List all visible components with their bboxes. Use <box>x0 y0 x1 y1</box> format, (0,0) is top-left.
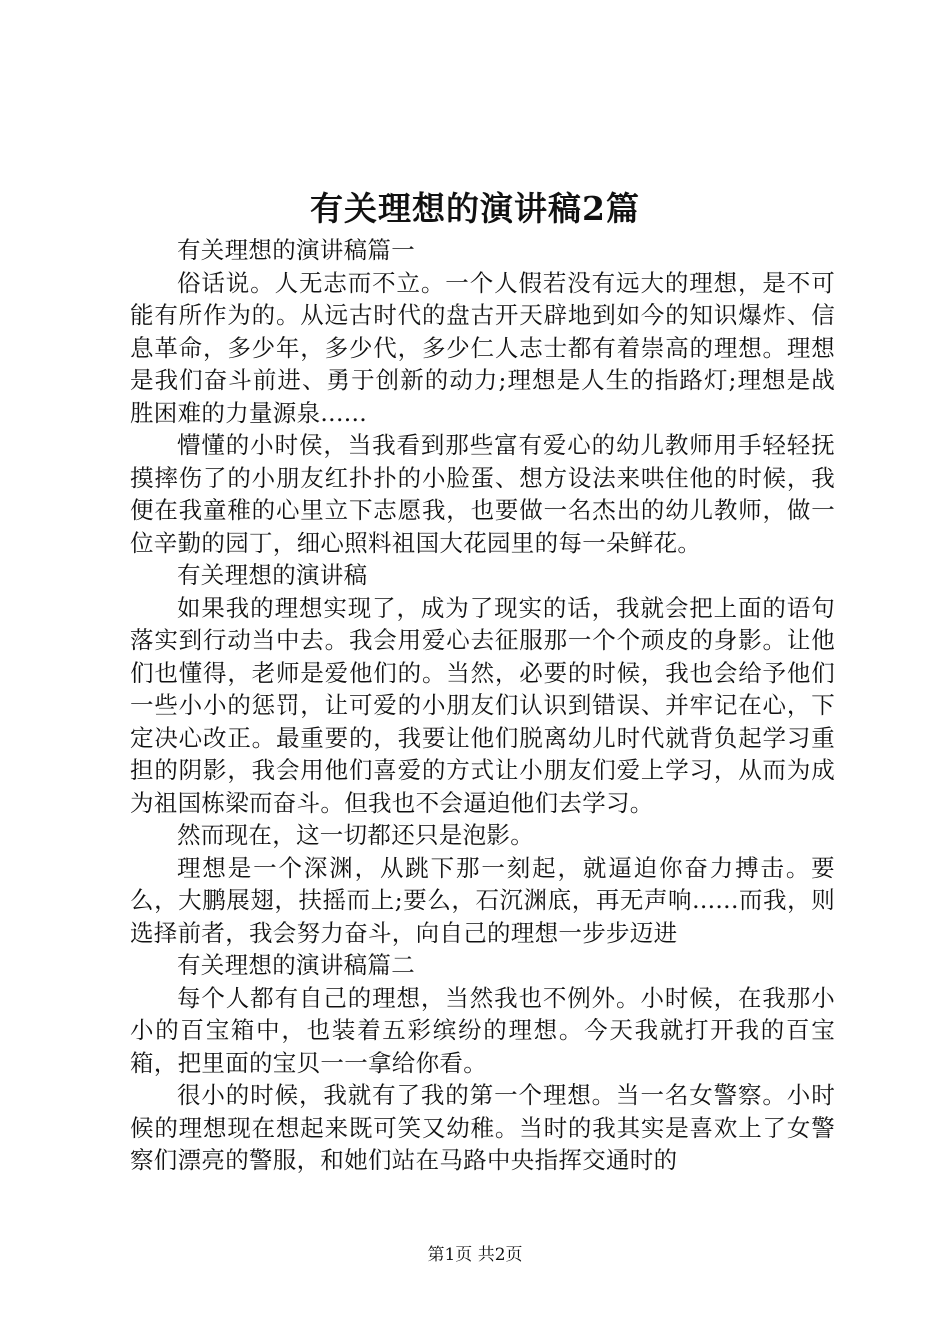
paragraph: 理想是一个深渊，从跳下那一刻起，就逼迫你奋力搏击。要么，大鹏展翅，扶摇而上;要么，石沉渊底，再无声响......而我，则选择前者，我会努力奋斗，向自己的理想一步步迈进 <box>130 853 835 947</box>
paragraph: 很小的时候，我就有了我的第一个理想。当一名女警察。小时候的理想现在想起来既可笑又幼稚。当时的我其实是喜欢上了女警察们漂亮的警服，和她们站在马路中央指挥交通时的 <box>130 1081 835 1174</box>
document-body <box>130 234 835 1177</box>
paragraph: 懵懂的小时侯，当我看到那些富有爱心的幼儿教师用手轻轻抚摸摔伤了的小朋友红扑扑的小脸蛋、想方设法来哄住他的时候，我便在我童稚的心里立下志愿我，也要做一名杰出的幼儿教师，做一位辛勤的园丁，细心照料祖国大花园里的每一朵鲜花。 <box>130 431 835 557</box>
document-title: 有关理想的演讲稿2篇 <box>310 189 640 228</box>
paragraph: 如果我的理想实现了，成为了现实的话，我就会把上面的语句落实到行动当中去。我会用爱心去征服那一个个顽皮的身影。让他们也懂得，老师是爱他们的。当然，必要的时候，我也会给予他们一些小小的惩罚，让可爱的小朋友们认识到错误、并牢记在心，下定决心改正。最重要的，我要让他们脱离幼儿时代就背负起学习重担的阴影，我会用他们喜爱的方式让小朋友们爱上学习，从而为成为祖国栋梁而奋斗。但我也不会逼迫他们去学习。 <box>130 593 835 817</box>
section-heading: 有关理想的演讲稿篇一 <box>177 236 415 264</box>
paragraph: 然而现在，这一切都还只是泡影。 <box>177 821 534 849</box>
section-heading: 有关理想的演讲稿 <box>177 561 368 589</box>
paragraph: 每个人都有自己的理想，当然我也不例外。小时候，在我那小小的百宝箱中，也装着五彩缤纷的理想。今天我就打开我的百宝箱，把里面的宝贝一一拿给你看。 <box>130 983 835 1077</box>
page-number-footer: 第1页 共2页 <box>427 1245 523 1265</box>
paragraph: 俗话说。人无志而不立。一个人假若没有远大的理想，是不可能有所作为的。从远古时代的盘古开天辟地到如今的知识爆炸、信息革命，多少年，多少代，多少仁人志士都有着崇高的理想。理想是我们奋斗前进、勇于创新的动力;理想是人生的指路灯;理想是战胜困难的力量源泉...... <box>130 268 835 427</box>
section-heading: 有关理想的演讲稿篇二 <box>177 951 415 979</box>
